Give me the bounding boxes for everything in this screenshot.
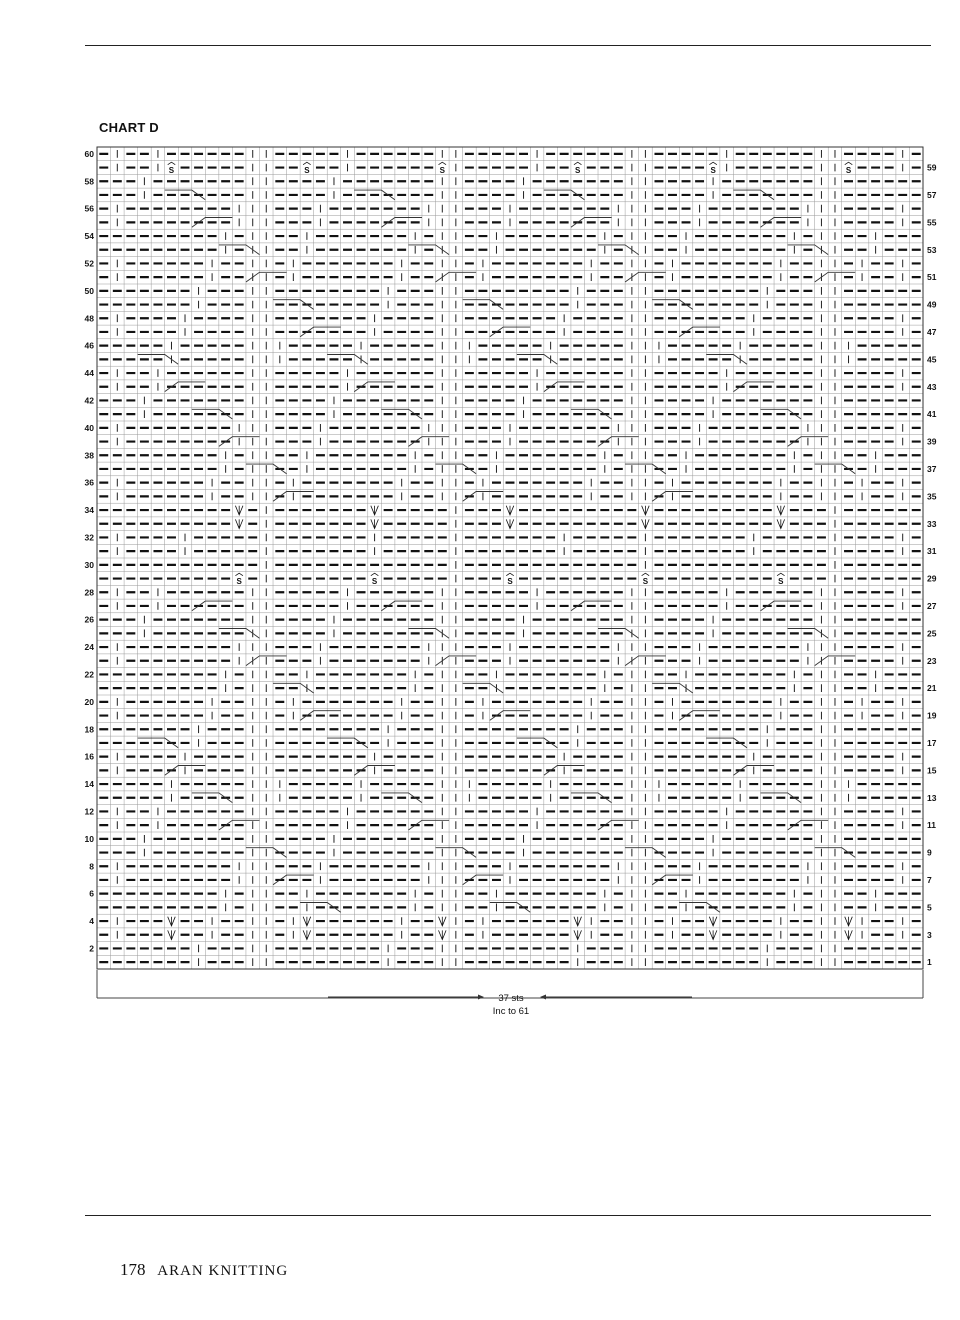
row-number-right: 15	[927, 765, 937, 776]
row-number-right: 41	[927, 409, 937, 420]
increase-v-symbol	[436, 915, 449, 928]
row-number-left: 6	[89, 888, 94, 899]
svg-text:S: S	[236, 576, 242, 586]
page-number: 178	[120, 1260, 146, 1279]
row-number-left: 26	[84, 614, 94, 625]
bobble-s-symbol	[707, 161, 720, 175]
row-number-right: 35	[927, 491, 937, 502]
increase-v-symbol	[504, 517, 517, 530]
row-number-left: 48	[84, 313, 94, 324]
increase-v-symbol	[504, 504, 517, 517]
page-footer	[120, 1260, 288, 1280]
increase-v-symbol	[301, 928, 314, 941]
increase-v-symbol	[639, 504, 652, 517]
row-number-right: 3	[927, 929, 932, 940]
row-number-left: 60	[84, 148, 94, 159]
increase-v-symbol	[842, 915, 855, 928]
bobble-s-symbol	[368, 572, 381, 586]
increase-v-symbol	[842, 928, 855, 941]
bobble-s-symbol	[571, 161, 584, 175]
row-number-right: 37	[927, 463, 937, 474]
increase-v-symbol	[165, 915, 178, 928]
increase-v-symbol	[368, 517, 381, 530]
increase-v-symbol	[368, 504, 381, 517]
increase-v-symbol	[707, 928, 720, 941]
row-number-right: 23	[927, 655, 937, 666]
row-number-left: 36	[84, 477, 94, 488]
increase-v-symbol	[775, 517, 788, 530]
bobble-s-symbol	[639, 572, 652, 586]
row-number-left: 50	[84, 285, 94, 296]
row-number-left: 22	[84, 669, 94, 680]
grid-lines	[97, 147, 923, 969]
row-number-right: 43	[927, 381, 937, 392]
row-number-right: 33	[927, 518, 937, 529]
row-number-left: 8	[89, 861, 94, 872]
row-number-left: 2	[89, 943, 94, 954]
row-number-left: 30	[84, 559, 94, 570]
row-number-left: 10	[84, 833, 94, 844]
svg-text:S: S	[642, 576, 649, 586]
row-number-right: 31	[927, 546, 937, 557]
row-number-left: 46	[84, 340, 94, 351]
bottom-rule	[85, 1215, 931, 1216]
bobble-s-symbol	[233, 572, 246, 586]
row-number-right: 39	[927, 436, 937, 447]
increase-v-symbol	[707, 915, 720, 928]
increase-note: Inc to 61	[492, 1006, 530, 1017]
svg-text:S: S	[507, 576, 513, 586]
svg-text:S: S	[710, 165, 716, 175]
book-title: ARAN KNITTING	[157, 1263, 289, 1279]
row-number-left: 4	[89, 916, 94, 927]
row-number-right: 7	[927, 874, 932, 885]
svg-text:S: S	[304, 165, 310, 175]
increase-v-symbol	[165, 928, 178, 941]
row-number-left: 28	[84, 587, 94, 598]
bobble-s-symbol	[436, 161, 449, 175]
svg-text:S: S	[575, 165, 581, 175]
arrow-head-left-icon	[540, 995, 546, 1000]
stitch-count: 37 sts	[498, 993, 524, 1004]
row-number-right: 49	[927, 299, 937, 310]
row-number-right: 27	[927, 600, 937, 611]
row-number-left: 44	[84, 368, 94, 379]
row-number-right: 59	[927, 162, 937, 173]
row-number-right: 25	[927, 628, 937, 639]
row-number-left: 56	[84, 203, 94, 214]
row-number-right: 9	[927, 847, 932, 858]
row-number-left: 12	[84, 806, 94, 817]
increase-v-symbol	[639, 517, 652, 530]
row-number-left: 34	[84, 505, 94, 516]
row-number-right: 47	[927, 326, 937, 337]
row-number-left: 14	[84, 779, 94, 790]
row-number-right: 45	[927, 354, 937, 365]
row-number-left: 42	[84, 395, 94, 406]
row-number-right: 51	[927, 272, 937, 283]
row-number-right: 17	[927, 737, 937, 748]
svg-text:S: S	[439, 165, 445, 175]
chart-grid	[97, 147, 923, 969]
increase-v-symbol	[775, 504, 788, 517]
bobble-s-symbol	[301, 161, 314, 175]
row-number-left: 32	[84, 532, 94, 543]
row-number-left: 52	[84, 258, 94, 269]
row-number-right: 1	[927, 957, 932, 968]
arrow-head-right-icon	[478, 995, 484, 1000]
svg-text:S: S	[845, 165, 852, 175]
increase-v-symbol	[436, 928, 449, 941]
bobble-s-symbol	[775, 572, 788, 586]
increase-v-symbol	[571, 928, 584, 941]
svg-text:S: S	[778, 576, 784, 586]
svg-text:S: S	[371, 576, 378, 586]
row-number-right: 21	[927, 683, 937, 694]
row-number-left: 16	[84, 751, 94, 762]
bobble-s-symbol	[165, 161, 178, 175]
row-number-right: 55	[927, 217, 937, 228]
row-number-left: 40	[84, 422, 94, 433]
row-number-right: 11	[927, 820, 936, 831]
row-number-left: 54	[84, 231, 94, 242]
increase-v-symbol	[233, 517, 246, 530]
row-number-left: 20	[84, 696, 94, 707]
row-number-right: 53	[927, 244, 937, 255]
increase-v-symbol	[301, 915, 314, 928]
bobble-s-symbol	[504, 572, 517, 586]
row-number-left: 58	[84, 176, 94, 187]
increase-v-symbol	[233, 504, 246, 517]
stitch-count-area	[97, 970, 923, 1017]
row-number-left: 38	[84, 450, 94, 461]
row-number-left: 24	[84, 642, 94, 653]
bobble-s-symbol	[842, 161, 855, 175]
chart-title: CHART D	[99, 120, 159, 135]
svg-text:S: S	[168, 165, 175, 175]
row-number-right: 29	[927, 573, 937, 584]
row-number-right: 57	[927, 189, 937, 200]
row-number-right: 19	[927, 710, 937, 721]
row-number-left: 18	[84, 724, 94, 735]
row-number-right: 13	[927, 792, 937, 803]
row-number-right: 5	[927, 902, 932, 913]
increase-v-symbol	[571, 915, 584, 928]
